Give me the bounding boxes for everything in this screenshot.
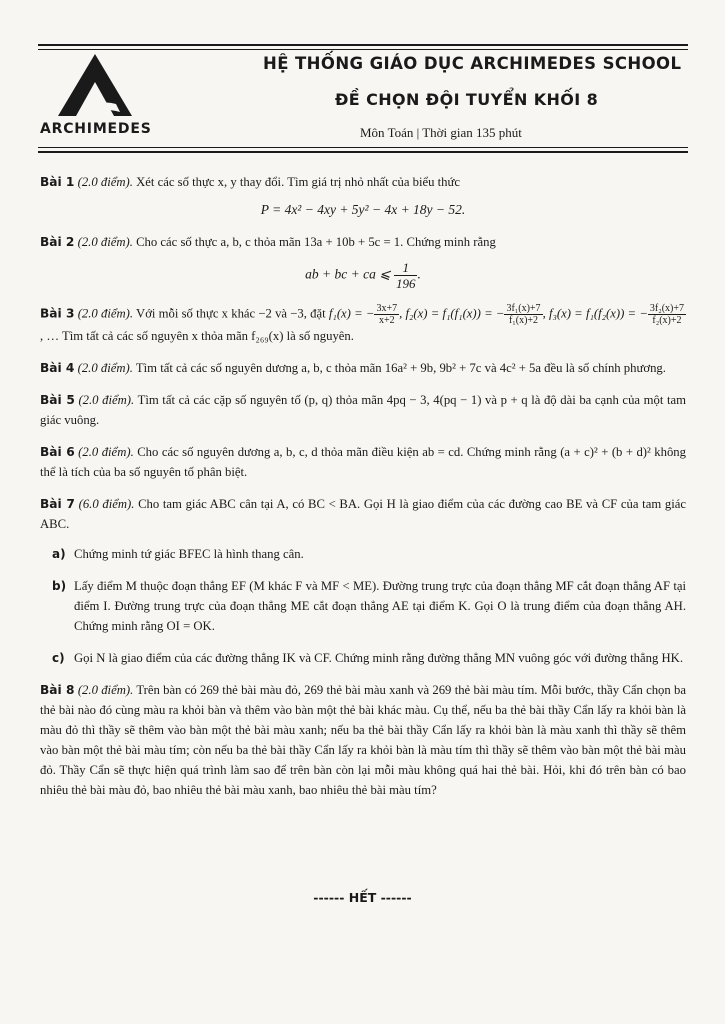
problem-points: (2.0 điểm). — [77, 175, 133, 189]
school-name: HỆ THỐNG GIÁO DỤC ARCHIMEDES SCHOOL — [263, 54, 682, 73]
problem-4 — [40, 358, 686, 378]
header-rule-bottom — [38, 151, 688, 153]
subquestion-text: Lấy điểm M thuộc đoạn thẳng EF (M khác F và MF < ME). Đường trung trực của đoạn thẳng MF cắt đoạn thẳng AF tại điểm I. Đường trung trực của đoạn thẳng ME cắt đoạn thẳng AE tại điểm K. Gọi O là trung điểm của đoạn thẳng AH. Chứng minh rằng OI = OK. — [74, 579, 686, 633]
problem-points: (2.0 điểm). — [77, 235, 133, 249]
f3-fraction — [648, 303, 686, 326]
f2-fraction — [504, 303, 542, 326]
f1-fraction — [374, 303, 399, 326]
subquestion-marker: a) — [52, 547, 66, 561]
problem-label: Bài 7 — [40, 497, 75, 511]
fraction-numerator: 3x+7 — [376, 303, 398, 314]
problem-points: (2.0 điểm). — [77, 683, 134, 697]
problem-text: Cho tam giác ABC cân tại A, có BC < BA. Gọi H là giao điểm của các đường cao BE và CF của tam giác ABC. — [40, 497, 686, 531]
fraction-numerator: 3f₂(x)+7 — [649, 303, 685, 314]
f1-definition: f₁(x) = − — [328, 306, 375, 321]
header-rule-top — [38, 44, 688, 46]
problem-text: Cho các số thực a, b, c thỏa mãn 13a + 10b + 5c = 1. Chứng minh rằng — [136, 235, 496, 249]
fraction-numerator: 3f₁(x)+7 — [506, 303, 541, 314]
problem-formula — [40, 260, 686, 291]
fraction — [394, 260, 421, 291]
problem-text: Xét các số thực x, y thay đổi. Tìm giá trị nhỏ nhất của biểu thức — [136, 175, 461, 189]
problem-text: Trên bàn có 269 thẻ bài màu đỏ, 269 thẻ bài màu xanh và 269 thẻ bài màu tím. Mỗi bước, thầy Cẩn chọn ba thẻ bài nào đó cùng màu ra khỏi bàn và thêm vào bàn một thẻ bài khác màu. Cụ thể, nếu ba thẻ bài thầy Cẩn lấy ra khỏi bàn là màu đỏ thì thầy sẽ thêm vào bàn một thẻ bài màu xanh; nếu ba thẻ bài thầy Cẩn lấy ra khỏi bàn là màu xanh thì thầy sẽ thêm vào bàn một thẻ bài màu tím; còn nếu ba thẻ bài thầy Cẩn lấy ra khỏi bàn là màu tím thì thầy sẽ thêm vào bàn một thẻ bài màu đỏ. Thầy Cẩn sẽ thực hiện quá trình làm sao để trên bàn còn lại mỗi màu không quá hai thẻ bài. Hỏi, khi đó trên bàn có bao nhiêu thẻ bài màu đỏ, bao nhiêu thẻ bài màu xanh, bao nhiêu thẻ bài màu tím? — [40, 683, 686, 797]
problem-text: Tìm tất cả các số nguyên dương a, b, c thỏa mãn 16a² + 9b, 9b² + 7c và 4c² + 5a đều là số chính phương. — [135, 361, 666, 375]
formula-left: ab + bc + ca ⩽ — [305, 266, 391, 282]
problem-5 — [40, 390, 686, 430]
problem-points: (2.0 điểm). — [78, 445, 134, 459]
problem-text-tail: , … Tìm tất cả các số nguyên x thỏa mãn f₂₆₉(x) là số nguyên. — [40, 329, 354, 343]
problem-points: (6.0 điểm). — [78, 497, 135, 511]
subquestion-marker: c) — [52, 651, 65, 665]
subject-info: Môn Toán | Thời gian 135 phút — [360, 125, 522, 140]
fraction-denominator: f₁(x)+2 — [508, 315, 539, 326]
problem-label: Bài 3 — [40, 306, 75, 321]
problem-points: (2.0 điểm). — [77, 361, 133, 375]
problem-label: Bài 6 — [40, 445, 75, 459]
problem-formula: P = 4x² − 4xy + 5y² − 4x + 18y − 52. — [260, 202, 466, 217]
fraction-numerator: 1 — [394, 260, 418, 276]
subquestion-text: Chứng minh tứ giác BFEC là hình thang cân. — [74, 547, 304, 561]
f2-definition: , f₂(x) = f₁(f₁(x)) = − — [399, 306, 505, 321]
logo-wordmark: ARCHIMEDES — [40, 121, 152, 137]
problem-7 — [40, 494, 686, 668]
subquestion-list — [40, 544, 686, 668]
header-rule-top-thin — [38, 49, 688, 50]
exam-content — [40, 172, 686, 812]
problem-3 — [40, 303, 686, 346]
formula-tail: . — [417, 266, 421, 282]
problem-label: Bài 1 — [40, 175, 75, 189]
end-marker: ------ HẾT ------ — [313, 890, 412, 905]
exam-title: ĐỀ CHỌN ĐỘI TUYỂN KHỐI 8 — [335, 90, 599, 109]
problem-label: Bài 4 — [40, 361, 75, 375]
problem-text: Với mỗi số thực x khác −2 và −3, đặt — [136, 306, 326, 321]
archimedes-logo-icon — [58, 54, 132, 116]
header-rule-bottom-thin — [38, 147, 688, 148]
problem-text: Tìm tất cả các cặp số nguyên tố (p, q) thỏa mãn 4pq − 3, 4(pq − 1) và p + q là độ dài ba cạnh của một tam giác vuông. — [40, 393, 686, 427]
problem-text: Cho các số nguyên dương a, b, c, d thỏa mãn điều kiện ab = cd. Chứng minh rằng (a + c)² + (b + d)² không thể là tích của ba số nguyên tố phân biệt. — [40, 445, 686, 479]
problem-2 — [40, 232, 686, 291]
subquestion-a — [40, 544, 686, 564]
problem-label: Bài 5 — [40, 393, 75, 407]
fraction-denominator: x+2 — [378, 315, 395, 326]
subquestion-b — [40, 576, 686, 636]
fraction-denominator: f₂(x)+2 — [652, 315, 682, 326]
problem-label: Bài 8 — [40, 683, 75, 697]
problem-1 — [40, 172, 686, 220]
f3-definition: , f₃(x) = f₁(f₂(x)) = − — [542, 306, 648, 321]
subquestion-c — [40, 648, 686, 668]
problem-6 — [40, 442, 686, 482]
problem-points: (2.0 điểm). — [78, 393, 135, 407]
problem-label: Bài 2 — [40, 235, 75, 249]
problem-8 — [40, 680, 686, 800]
subquestion-marker: b) — [52, 579, 67, 593]
subquestion-text: Gọi N là giao điểm của các đường thẳng IK và CF. Chứng minh rằng đường thẳng MN vuông góc với đường thẳng HK. — [74, 651, 684, 665]
fraction-denominator: 196 — [395, 276, 416, 291]
problem-points: (2.0 điểm). — [77, 306, 134, 321]
